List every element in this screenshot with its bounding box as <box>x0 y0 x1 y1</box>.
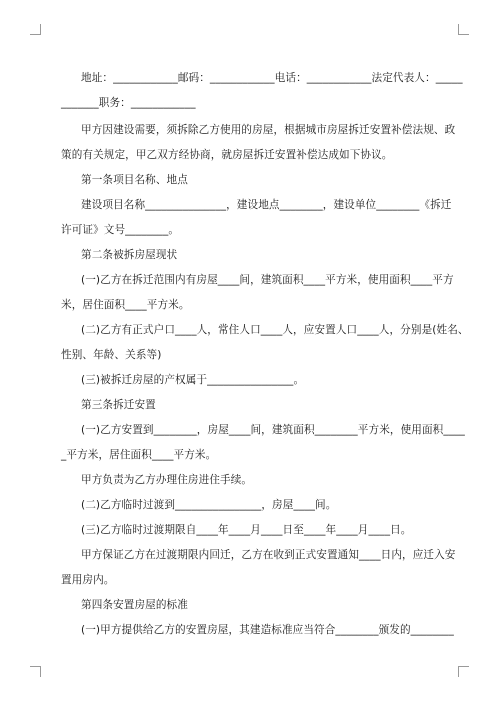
article-3-clause-1-line-1: (一)乙方安置到________，房屋____间，建筑面积________平方米，使用面积____ <box>81 424 465 436</box>
preamble-line-2: 策的有关规定，甲乙双方经协商，就房屋拆迁安置补偿达成如下协议。 <box>61 149 393 161</box>
article-1-heading: 第一条项目名称、地点 <box>81 174 188 186</box>
article-3-guarantee-line-2: 置用房内。 <box>61 574 115 586</box>
crop-mark-top-left <box>30 24 41 35</box>
article-4-clause-1-line-1: (一)甲方提供给乙方的安置房屋，其建造标准应当符合________颁发的________ <box>81 624 454 636</box>
article-2-clause-3: (三)被拆迁房屋的产权属于________________。 <box>81 374 305 386</box>
article-2-clause-2-line-1: (二)乙方有正式户口____人，常住人口____人，应安置人口____人，分别是(姓名、 <box>81 324 469 336</box>
article-2-clause-2-line-2: 性别、年龄、关系等) <box>61 349 162 361</box>
position-line: _______职务：____________ <box>61 97 196 109</box>
crop-mark-bottom-right <box>458 666 469 677</box>
crop-mark-top-right <box>458 24 469 35</box>
article-4-heading: 第四条安置房屋的标准 <box>81 599 188 611</box>
article-3-heading: 第三条拆迁安置 <box>81 399 156 411</box>
article-2-clause-1-line-2: 米，居住面积____平方米。 <box>61 299 190 311</box>
article-1-line-2: 许可证》文号________。 <box>61 224 180 236</box>
preamble-line-1: 甲方因建设需要，须拆除乙方使用的房屋，根据城市房屋拆迁安置补偿法规、政 <box>81 124 456 136</box>
article-3-procedure-line: 甲方负责为乙方办理住房进住手续。 <box>81 474 253 486</box>
article-1-line-1: 建设项目名称_______________，建设地点________，建设单位________《拆迁 <box>81 199 452 211</box>
article-3-clause-2: (二)乙方临时过渡到________________，房屋____间。 <box>81 499 337 511</box>
article-3-guarantee-line-1: 甲方保证乙方在过渡期限内回迁，乙方在收到正式安置通知____日内，应迁入安 <box>81 549 456 561</box>
article-2-heading: 第二条被拆房屋现状 <box>81 249 178 261</box>
address-line: 地址：____________邮码：____________电话：____________法定代表人：_____ <box>81 72 463 84</box>
crop-mark-bottom-left <box>30 666 41 677</box>
article-3-clause-3: (三)乙方临时过渡期限自____年____月____日至____年____月____日。 <box>81 524 412 536</box>
article-3-clause-1-line-2: _平方米，居住面积____平方米。 <box>61 449 217 461</box>
article-2-clause-1-line-1: (一)乙方在拆迁范围内有房屋____间，建筑面积____平方米，使用面积____平方 <box>81 274 454 286</box>
